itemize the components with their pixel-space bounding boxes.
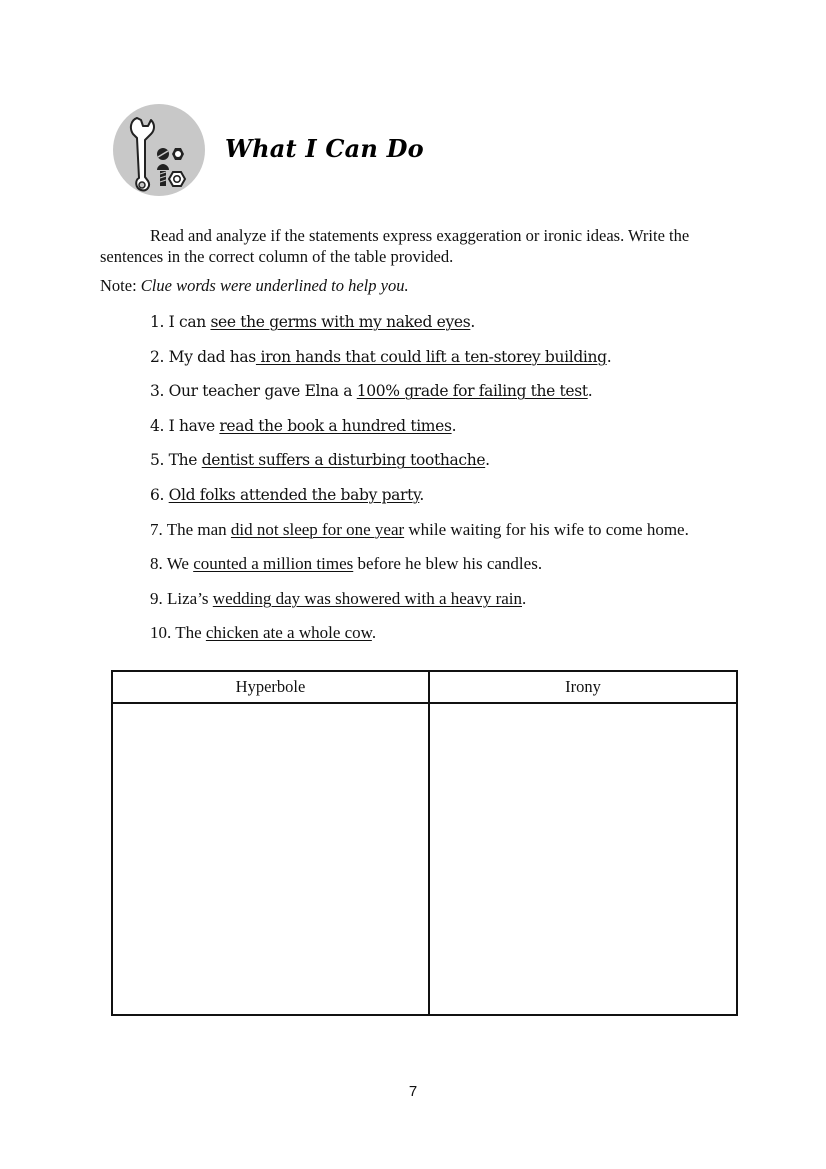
statement-item-2 [150, 347, 689, 382]
statement-text: I have [164, 416, 220, 435]
statement-list [150, 312, 689, 658]
statement-text: before he blew his candles. [353, 554, 543, 574]
statement-text: We [162, 554, 194, 574]
statement-text: The [171, 623, 206, 643]
statement-item-5 [150, 450, 689, 485]
section-title: What I Can Do [225, 134, 424, 163]
statement-text: . [470, 313, 475, 331]
statement-text: Our teacher gave Elna a [164, 382, 357, 401]
statement-text: while waiting for his wife to come home. [404, 519, 689, 539]
statement-number: 2. [150, 347, 165, 366]
answer-table [111, 670, 738, 1016]
statement-item-3 [150, 381, 689, 416]
hyperbole-answer-cell[interactable] [112, 703, 429, 1015]
statement-number: 3. [150, 382, 165, 401]
clue-words: Old folks attended the baby party [168, 485, 420, 504]
clue-words: read the book a hundred times [219, 416, 452, 435]
clue-words: see the germs with my naked eyes [210, 313, 471, 331]
clue-words: wedding day was showered with a heavy rain [212, 588, 523, 608]
instructions-text: Read and analyze if the statements express exaggeration or ironic ideas. Write the sentences in the correct column of the table provided. [100, 226, 690, 266]
statement-text: . [451, 416, 457, 435]
statement-number: 8. [150, 554, 163, 574]
statement-text: . [522, 588, 527, 608]
clue-words: 100% grade for failing the test [356, 382, 588, 401]
statement-text: . [587, 382, 593, 401]
statement-number: 10. [150, 623, 172, 643]
statement-number: 4. [150, 416, 165, 435]
statement-number: 5. [150, 451, 165, 470]
wrench-and-bolts-icon [113, 104, 205, 196]
statement-text: My dad has [164, 347, 256, 366]
statement-text: . [371, 623, 377, 643]
statement-item-9 [150, 589, 689, 624]
statement-text: Liza’s [162, 588, 213, 608]
note [100, 276, 409, 296]
column-header-irony: Irony [429, 671, 737, 703]
statement-number: 1. [150, 313, 165, 331]
statement-text: . [419, 485, 424, 504]
statement-text: I can [164, 313, 211, 331]
statement-text: The man [162, 519, 231, 539]
clue-words: chicken ate a whole cow [205, 623, 372, 643]
statement-text: . [606, 347, 612, 366]
clue-words: iron hands that could lift a ten-storey building [255, 347, 607, 366]
statement-text: The [164, 451, 202, 470]
statement-number: 6. [150, 485, 165, 504]
clue-words: counted a million times [193, 554, 354, 574]
note-label: Note: [100, 276, 137, 295]
statement-item-1 [150, 312, 689, 347]
note-text: Clue words were underlined to help you. [140, 276, 409, 295]
statement-text: . [485, 451, 490, 470]
statement-item-6 [150, 485, 689, 520]
irony-answer-cell[interactable] [429, 703, 737, 1015]
clue-words: did not sleep for one year [230, 519, 405, 539]
statement-item-7 [150, 520, 689, 555]
statement-item-4 [150, 416, 689, 451]
statement-number: 9. [150, 588, 163, 608]
page-number: 7 [408, 1083, 418, 1100]
table-header-row [112, 671, 737, 703]
table-row [112, 703, 737, 1015]
statement-number: 7. [150, 519, 163, 539]
clue-words: dentist suffers a disturbing toothache [201, 451, 486, 470]
statement-item-10 [150, 623, 689, 658]
column-header-hyperbole: Hyperbole [112, 671, 429, 703]
statement-item-8 [150, 554, 689, 589]
